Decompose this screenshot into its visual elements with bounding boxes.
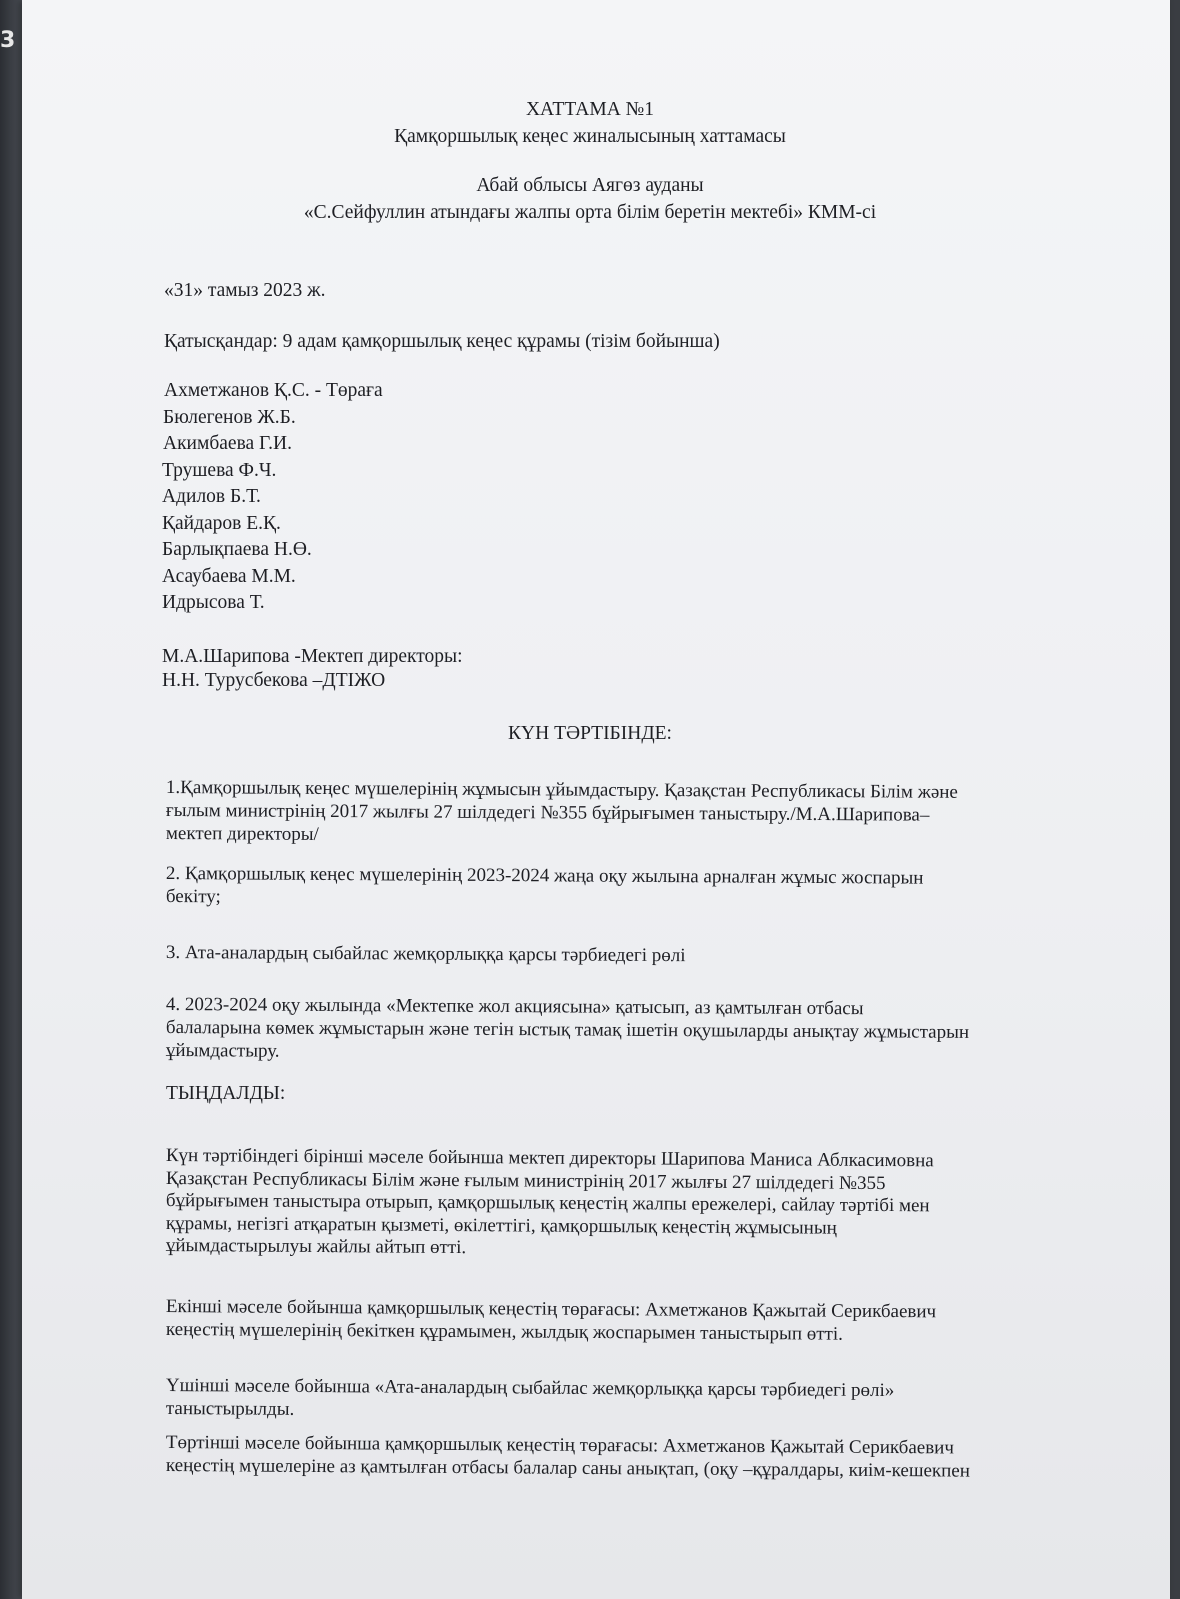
- heard-paragraph-line: Қазақстан Республикасы Білім және ғылым министрінің 2017 жылғы 27 шілдедегі №355: [165, 1167, 886, 1194]
- heard-paragraph-line: бұйрығымен таныстыра отырып, қамқоршылық кеңестің жалпы ережелері, сайлау тәртібі мен: [165, 1190, 930, 1217]
- member-item: Қайдаров Е.Қ.: [162, 512, 281, 534]
- heard-paragraph-line: Үшінші мәселе бойынша «Ата-аналардың сыбайлас жемқорлыққа қарсы тәрбиедегі рөлі»: [165, 1375, 895, 1402]
- school-line: «С.Сейфуллин атындағы жалпы орта білім беретін мектебі» КММ-сі: [303, 202, 877, 223]
- agenda-title: КҮН ТӘРТІБІНДЕ:: [508, 723, 672, 744]
- heard-paragraph-line: ұйымдастырылуы жайлы айтып өтті.: [165, 1235, 467, 1259]
- member-item: Барлықпаева Н.Ө.: [162, 539, 312, 560]
- heard-paragraph-line: құрамы, негізгі атқаратын қызметі, өкілеттігі, қамқоршылық кеңестің жұмысының: [165, 1212, 837, 1239]
- attendees-line: Қатысқандар: 9 адам қамқоршылық кеңес құрамы (тізім бойынша): [164, 331, 720, 352]
- heard-paragraph-line: Төртінші мәселе бойынша қамқоршылық кеңестің төрағасы: Ахметжанов Қажытай Серикбаевич: [165, 1432, 955, 1459]
- heard-paragraph-line: кеңестің мүшелеріне аз қамтылған отбасы балалар саны анықтап, (оқу –құралдары, киім-кешекпен: [165, 1454, 971, 1482]
- agenda-item-line: 2. Қамқоршылық кеңес мүшелерінің 2023-2024 жаңа оқу жылына арналған жұмыс жоспарын: [165, 863, 924, 889]
- region-line: Абай облысы Аягөз ауданы: [476, 175, 704, 196]
- member-item: Адилов Б.Т.: [162, 486, 261, 507]
- background-edge: [0, 0, 22, 1599]
- staff-item: Н.Н. Турусбекова –ДТІЖО: [162, 670, 386, 691]
- agenda-item-line: ғылым министрінің 2017 жылғы 27 шілдедегі №355 бұйрығымен таныстыру./М.А.Шарипова–: [165, 800, 930, 826]
- member-item: Ахметжанов Қ.С. - Төраға: [164, 380, 383, 401]
- agenda-item-line: мектеп директоры/: [165, 823, 319, 845]
- heard-paragraph-line: Екінші мәселе бойынша қамқоршылық кеңестің төрағасы: Ахметжанов Қажытай Серикбаевич: [165, 1296, 937, 1323]
- heard-title: ТЫҢДАЛДЫ:: [166, 1083, 286, 1104]
- member-item: Бюлегенов Ж.Б.: [163, 406, 296, 428]
- agenda-item-line: балаларына көмек жұмыстарын және тегін ыстық тамақ ішетін оқушыларды анықтау жұмыстарын: [165, 1017, 970, 1043]
- agenda-item-line: 1.Қамқоршылық кеңес мүшелерінің жұмысын ұйымдастыру. Қазақстан Республикасы Білім және: [165, 777, 958, 803]
- document-subtitle: Қамқоршылық кеңес жиналысының хаттамасы: [394, 126, 786, 147]
- member-item: Трушева Ф.Ч.: [162, 459, 277, 481]
- heard-paragraph-line: Күн тәртібіндегі бірінші мәселе бойынша мектеп директоры Шарипова Маниса Аблкасимовна: [165, 1145, 934, 1172]
- member-item: Асаубаева М.М.: [162, 565, 296, 587]
- agenda-item-line: 4. 2023-2024 оқу жылында «Мектепке жол акциясына» қатысып, аз қамтылған отбасы: [165, 994, 864, 1020]
- heard-paragraph-line: таныстырылды.: [165, 1397, 295, 1420]
- member-item: Акимбаева Г.И.: [163, 433, 292, 454]
- corner-glyph: 3: [0, 28, 16, 53]
- member-item: Идрысова Т.: [162, 592, 265, 613]
- agenda-item-line: бекіту;: [165, 886, 221, 908]
- agenda-item-line: ұйымдастыру.: [165, 1040, 280, 1062]
- staff-item: М.А.Шарипова -Мектеп директоры:: [162, 646, 463, 667]
- heard-paragraph-line: кеңестің мүшелерінің бекіткен құрамымен, жылдық жоспарымен таныстырып өтті.: [165, 1318, 843, 1345]
- document-title: ХАТТАМА №1: [525, 99, 655, 120]
- agenda-item-line: 3. Ата-аналардың сыбайлас жемқорлыққа қарсы тәрбиедегі рөлі: [165, 942, 686, 967]
- meeting-date: «31» тамыз 2023 ж.: [164, 280, 326, 301]
